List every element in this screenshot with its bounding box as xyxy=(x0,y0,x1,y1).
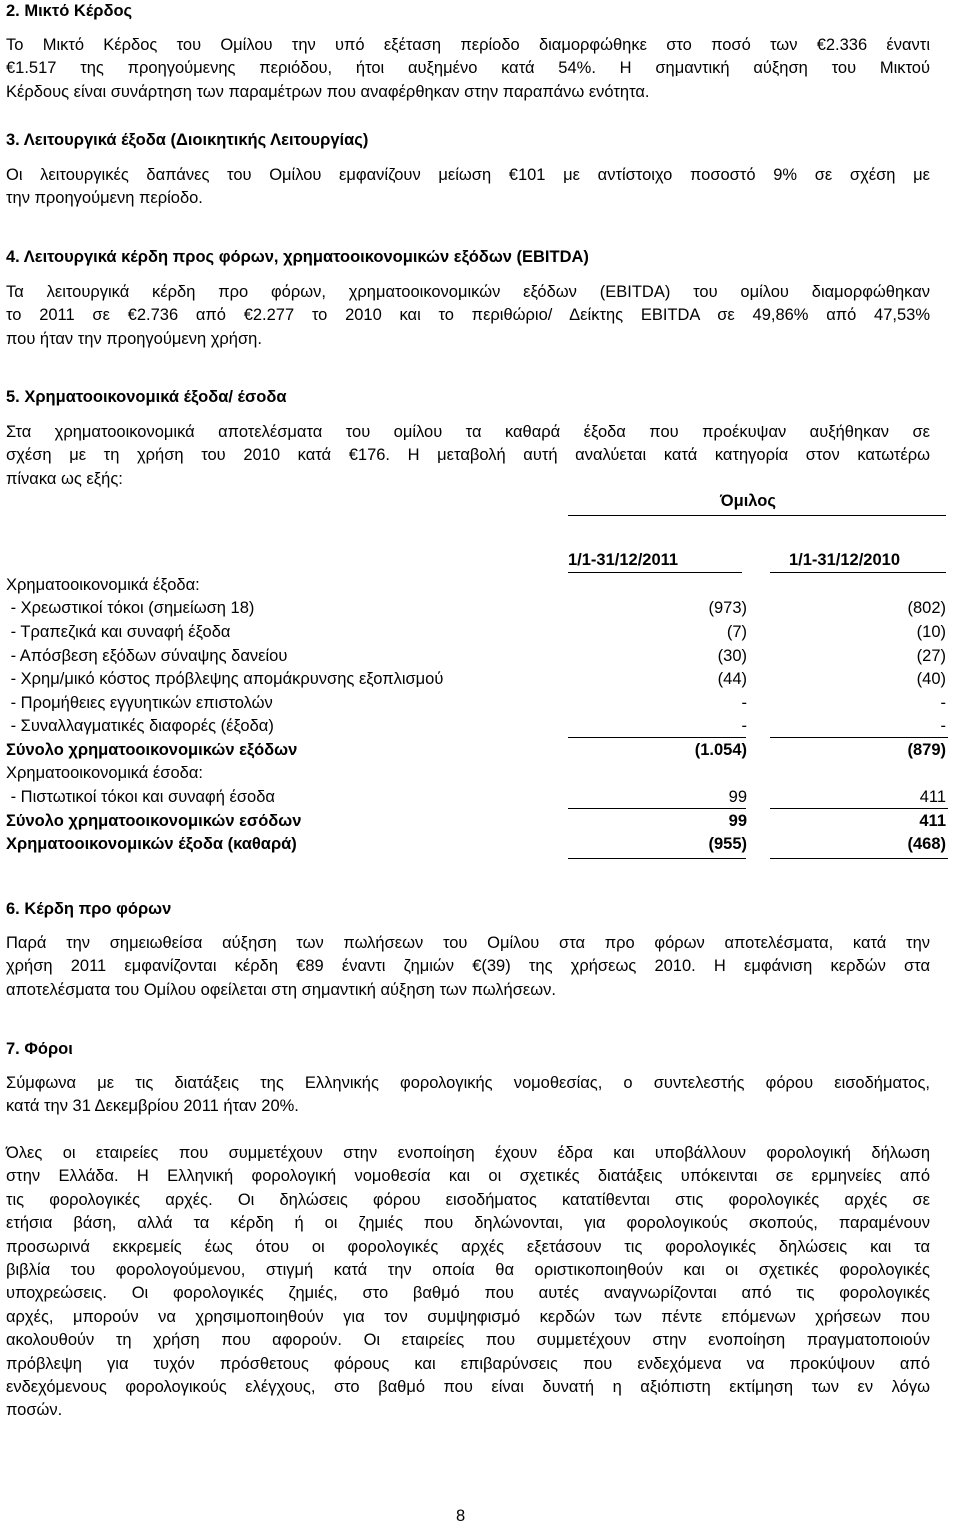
table-row xyxy=(6,668,950,691)
text-line: Κέρδους είναι συνάρτηση των παραμέτρων που αναφέρθηκαν στην παραπάνω ενότητα. xyxy=(6,82,650,101)
section-7-title: 7. Φόροι xyxy=(6,1040,73,1058)
text-line: Σύμφωνα με τις διατάξεις της Ελληνικής φορολογικής νομοθεσίας, ο συντελεστής φόρου εισοδήματος, xyxy=(6,1074,930,1092)
text-line: Τα λειτουργικά κέρδη προ φόρων, χρηματοοικονομικών εξόδων (EBITDA) του ομίλου διαμορφώθηκαν xyxy=(6,283,930,301)
section-6-paragraph xyxy=(6,932,930,1002)
table-row xyxy=(6,692,950,715)
row-value-2011: (44) xyxy=(717,670,747,688)
text-line: Το Μικτό Κέρδος του Ομίλου την υπό εξέταση περίοδο διαμορφώθηκε στο ποσό των €2.336 έναντι xyxy=(6,36,930,54)
text-line: Στα χρηματοοικονομικά αποτελέσματα του ομίλου τα καθαρά έξοδα που προέκυψαν αυξήθηκαν σε xyxy=(6,423,930,441)
row-label: - Συναλλαγματικές διαφορές (έξοδα) xyxy=(6,717,274,735)
text-line: ακολουθούν τη χρήση που αφορούν. Οι εταιρείες που συμμετέχουν στην ενοποίηση πραγματοποιούν xyxy=(6,1331,930,1350)
text-line: αποτελέσματα του Ομίλου οφείλεται στη σημαντική αύξηση των πωλήσεων. xyxy=(6,980,556,999)
text-line: την προηγούμενη περίοδο. xyxy=(6,189,203,208)
section-3-paragraph xyxy=(6,164,930,211)
row-value-2010: - xyxy=(940,717,946,735)
section-4-title: 4. Λειτουργικά κέρδη προς φόρων, χρηματοοικονομικών εξόδων (EBITDA) xyxy=(6,248,589,266)
row-label: Σύνολο χρηματοοικονομικών εσόδων xyxy=(6,812,302,830)
text-line: πρόβλεψη για τυχόν πρόσθετους φόρους και επιβαρύνσεις που ενδεχόμενα να προκύψουν από xyxy=(6,1354,930,1373)
text-line: χρήση 2011 εμφανίζονται κέρδη €89 έναντι ζημιών €(39) της χρήσεως 2010. Η εμφάνιση κερδών στα xyxy=(6,957,930,976)
table-row-total xyxy=(6,833,950,856)
page-number: 8 xyxy=(456,1507,466,1525)
text-line: τις φορολογικές αρχές. Οι δηλώσεις φόρου εισοδήματος κατατίθενται στις φορολογικές αρχές σε xyxy=(6,1190,930,1209)
row-value-2011: (955) xyxy=(708,835,747,853)
row-value-2010: (40) xyxy=(916,670,946,688)
text-line: Όλες οι εταιρείες που συμμετέχουν στην ενοποίηση έχουν έδρα και υποβάλλουν φορολογική δήλωση xyxy=(6,1144,930,1162)
text-line: ετήσια βάση, αλλά τα κέρδη ή οι ζημιές που δηλώνονται, για φορολογικούς σκοπούς, παραμένουν xyxy=(6,1214,930,1233)
table-column-header-2011: 1/1-31/12/2011 xyxy=(568,551,679,569)
text-line: υποχρεώσεις. Οι φορολογικές ζημιές, στο βαθμό που αυτές αναγνωρίζονται από τις φορολογικές xyxy=(6,1284,930,1303)
row-label: - Προμήθειες εγγυητικών επιστολών xyxy=(6,694,273,712)
text-line: €1.517 της προηγούμενης περιόδου, ήτοι αυξημένο κατά 54%. Η σημαντική αύξηση του Μικτού xyxy=(6,59,930,78)
subtotal-rule-2010 xyxy=(770,808,948,809)
row-value-2010: 411 xyxy=(919,788,946,806)
table-row xyxy=(6,645,950,668)
row-value-2010: (879) xyxy=(907,741,946,759)
text-line: ποσών. xyxy=(6,1401,63,1420)
section-7-paragraph-1 xyxy=(6,1072,930,1119)
text-line: ενδεχόμενους φορολογικούς ελέγχους, στο βαθμό που είναι δυνατή η αξιόπιστη εκτίμηση των εν λόγω xyxy=(6,1378,930,1397)
header-underline xyxy=(568,515,946,516)
section-5-title: 5. Χρηματοοικονομικά έξοδα/ έσοδα xyxy=(6,388,287,406)
row-value-2011: (1.054) xyxy=(694,741,747,759)
row-label: - Χρεωστικοί τόκοι (σημείωση 18) xyxy=(6,599,255,617)
table-group-header: Όμιλος xyxy=(720,492,776,510)
row-value-2011: - xyxy=(741,694,747,712)
row-value-2011: - xyxy=(741,717,747,735)
row-value-2011: (30) xyxy=(717,647,747,665)
row-label: - Χρημ/μικό κόστος πρόβλεψης απομάκρυνσης εξοπλισμού xyxy=(6,670,444,688)
table-row xyxy=(6,715,950,738)
table-row xyxy=(6,786,950,809)
row-label: Σύνολο χρηματοοικονομικών εξόδων xyxy=(6,741,298,759)
text-line: πίνακα ως εξής: xyxy=(6,469,123,488)
text-line: στην Ελλάδα. Η Ελληνική φορολογική νομοθεσία και οι σχετικές διατάξεις υπόκεινται σε ερμηνείες από xyxy=(6,1167,930,1186)
table-row-total xyxy=(6,739,950,762)
section-3-title: 3. Λειτουργικά έξοδα (Διοικητικής Λειτουργίας) xyxy=(6,131,369,149)
text-line: κατά την 31 Δεκεμβρίου 2011 ήταν 20%. xyxy=(6,1097,299,1116)
row-value-2011: (973) xyxy=(708,599,747,617)
row-label: Χρηματοοικονομικά έξοδα: xyxy=(6,576,200,594)
text-line: Οι λειτουργικές δαπάνες του Ομίλου εμφανίζουν μείωση €101 με αντίστοιχο ποσοστό 9% σε σχέση με xyxy=(6,166,930,184)
table-row xyxy=(6,574,950,597)
section-2-title: 2. Μικτό Κέρδος xyxy=(6,2,133,20)
row-value-2011: 99 xyxy=(728,788,747,806)
total-rule-2011 xyxy=(568,858,746,859)
row-value-2010: - xyxy=(940,694,946,712)
text-line: προσωρινά εκκρεμείς έως ότου οι φορολογικές αρχές εξετάσουν τις φορολογικές δηλώσεις και τα xyxy=(6,1237,930,1256)
table-column-header-2010: 1/1-31/12/2010 xyxy=(789,551,901,569)
section-7-paragraph-2 xyxy=(6,1142,930,1423)
row-label: - Πιστωτικοί τόκοι και συναφή έσοδα xyxy=(6,788,275,806)
row-value-2011: (7) xyxy=(726,623,747,641)
text-line: Παρά την σημειωθείσα αύξηση των πωλήσεων του Ομίλου στα προ φόρων αποτελέσματα, κατά την xyxy=(6,934,930,952)
row-label: - Τραπεζικά και συναφή έξοδα xyxy=(6,623,231,641)
section-6-title: 6. Κέρδη προ φόρων xyxy=(6,900,172,918)
subtotal-rule-2010 xyxy=(770,737,948,738)
text-line: βιβλία του φορολογούμενου, στιγμή κατά την οποία θα οριστικοποιηθούν και οι σχετικές φορολογικές xyxy=(6,1261,930,1280)
table-row-total xyxy=(6,810,950,833)
section-5-paragraph xyxy=(6,421,930,491)
row-label: Χρηματοοικονομικά έσοδα: xyxy=(6,764,203,782)
subtotal-rule-2011 xyxy=(568,808,746,809)
subtotal-rule-2011 xyxy=(568,737,746,738)
table-row xyxy=(6,621,950,644)
row-value-2010: (468) xyxy=(907,835,946,853)
section-2-paragraph xyxy=(6,34,930,104)
row-value-2010: (10) xyxy=(916,623,946,641)
text-line: σχέση με τη χρήση του 2010 κατά €176. Η μεταβολή αυτή αναλύεται κατά κατηγορία στον κατωτέρω xyxy=(6,446,930,465)
row-label: - Απόσβεση εξόδων σύναψης δανείου xyxy=(6,647,288,665)
total-rule-2010 xyxy=(770,858,948,859)
text-line: αρχές, μπορούν να χρησιμοποιηθούν για τον συμψηφισμό κερδών των πέντε επόμενων χρήσεων που xyxy=(6,1307,930,1326)
row-value-2010: 411 xyxy=(919,812,946,830)
row-value-2011: 99 xyxy=(728,812,747,830)
row-value-2010: (27) xyxy=(916,647,946,665)
section-4-paragraph xyxy=(6,281,930,351)
text-line: που ήταν την προηγούμενη χρήση. xyxy=(6,329,262,348)
table-row xyxy=(6,762,950,785)
row-label: Χρηματοοικονομικών έξοδα (καθαρά) xyxy=(6,835,297,853)
text-line: το 2011 σε €2.736 από €2.277 το 2010 και το περιθώριο/ Δείκτης EBITDA σε 49,86% από 47,53% xyxy=(6,306,930,325)
table-row xyxy=(6,597,950,620)
row-value-2010: (802) xyxy=(907,599,946,617)
